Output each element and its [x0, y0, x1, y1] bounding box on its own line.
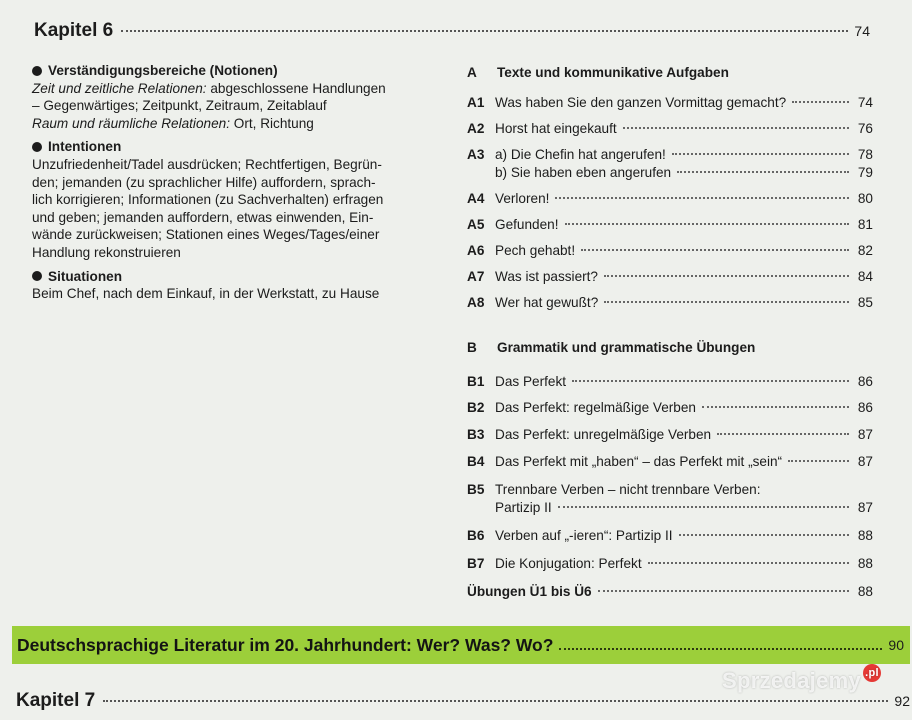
row-page: 81: [857, 217, 873, 232]
row-label: B3: [467, 427, 485, 442]
section-a-title: Texte und kommunikative Aufgaben: [497, 64, 729, 80]
section-notionen-heading: [32, 62, 450, 80]
row-page: 76: [857, 121, 873, 136]
leader-dots: [623, 127, 849, 129]
line-text: Ort, Richtung: [229, 115, 314, 131]
row-text: Was haben Sie den ganzen Vormittag gemacht?: [495, 95, 787, 110]
row-text: Horst hat eingekauft: [495, 121, 617, 136]
toc-row: [467, 584, 873, 599]
toc-row: [467, 121, 873, 136]
leader-dots: [604, 301, 849, 303]
toc-row: [467, 243, 873, 258]
row-label: B4: [467, 454, 485, 469]
notionen-line-1: [32, 80, 450, 98]
toc-row: [467, 482, 873, 497]
leader-dots: [679, 534, 849, 536]
row-page: 80: [857, 191, 873, 206]
banner-page: 90: [888, 637, 904, 653]
toc-row: [467, 374, 873, 389]
leader-dots: [559, 648, 882, 650]
leader-dots: [672, 153, 849, 155]
leader-dots: [792, 101, 849, 103]
row-page: 87: [857, 427, 873, 442]
intentionen-line: wände zurückweisen; Stationen eines Weges/Tages/einer: [32, 227, 380, 243]
toc-row: [467, 217, 873, 232]
line-text: abgeschlossene Handlungen: [206, 80, 386, 96]
row-page: 87: [857, 454, 873, 469]
row-page: 88: [857, 556, 873, 571]
bullet-icon: [32, 66, 42, 76]
watermark-text: Sprzedajemy: [722, 668, 862, 693]
section-intentionen-heading: [32, 138, 450, 156]
row-text: Wer hat gewußt?: [495, 295, 599, 310]
row-page: 82: [857, 243, 873, 258]
row-label: B5: [467, 482, 485, 497]
leader-dots: [581, 249, 849, 251]
leader-dots: [717, 433, 849, 435]
leader-dots: [702, 406, 849, 408]
toc-row: [467, 454, 873, 469]
chapter-6-page: 74: [854, 23, 870, 39]
leader-dots: [677, 171, 849, 173]
section-b-title: Grammatik und grammatische Übungen: [497, 339, 756, 355]
toc-row: [467, 427, 873, 442]
watermark-logo: [722, 668, 881, 694]
section-a-label: A: [467, 64, 477, 80]
italic-label: Raum und räumliche Relationen:: [32, 115, 230, 131]
intentionen-line: lich korrigieren; Informationen (zu Sachverhalten) erfragen: [32, 192, 384, 208]
leader-dots: [555, 197, 849, 199]
row-text: Trennbare Verben – nicht trennbare Verben:: [495, 482, 761, 497]
leader-dots: [103, 700, 888, 702]
toc-row: [467, 528, 873, 543]
toc-row: [467, 165, 873, 180]
row-text: Das Perfekt: regelmäßige Verben: [495, 400, 696, 415]
toc-row: [467, 147, 873, 162]
row-page: 86: [857, 374, 873, 389]
row-text: Das Perfekt: [495, 374, 567, 389]
row-page: 85: [857, 295, 873, 310]
row-text: a) Die Chefin hat angerufen!: [495, 147, 666, 162]
watermark-suffix: .pl: [863, 664, 881, 682]
chapter-6-title: Kapitel 6: [34, 20, 114, 41]
row-label: A2: [467, 121, 485, 136]
row-page: 88: [857, 584, 873, 599]
row-page: 74: [857, 95, 873, 110]
row-page: 87: [857, 500, 873, 515]
row-text: Verben auf „-ieren“: Partizip II: [495, 528, 673, 543]
toc-row: [467, 400, 873, 415]
banner-title: Deutschsprachige Literatur im 20. Jahrhundert: Wer? Was? Wo?: [17, 634, 554, 655]
toc-row: [467, 500, 873, 515]
intentionen-heading-text: Intentionen: [48, 139, 122, 155]
literature-banner: [12, 626, 910, 664]
toc-row: [467, 269, 873, 284]
row-label: A7: [467, 269, 485, 284]
bullet-icon: [32, 142, 42, 152]
intentionen-line: und geben; jemanden auffordern, etwas einwenden, Ein-: [32, 209, 374, 225]
row-page: 86: [857, 400, 873, 415]
row-text: Gefunden!: [495, 217, 559, 232]
row-text: Partizip II: [495, 500, 552, 515]
notionen-line-3: [32, 115, 450, 133]
leader-dots: [558, 506, 849, 508]
leader-dots: [788, 460, 849, 462]
toc-row: [467, 191, 873, 206]
situationen-heading-text: Situationen: [48, 268, 123, 284]
italic-label: Zeit und zeitliche Relationen:: [32, 80, 207, 96]
leader-dots: [648, 562, 849, 564]
toc-row: [467, 95, 873, 110]
row-label: B2: [467, 400, 485, 415]
row-text: Das Perfekt: unregelmäßige Verben: [495, 427, 712, 442]
intentionen-line: Handlung rekonstruieren: [32, 244, 181, 260]
notionen-line-2: – Gegenwärtiges; Zeitpunkt, Zeitraum, Zeitablauf: [32, 98, 327, 114]
row-text: Die Konjugation: Perfekt: [495, 556, 642, 571]
toc-row: [467, 556, 873, 571]
row-text: Verloren!: [495, 191, 550, 206]
leader-dots: [598, 590, 849, 592]
row-label: A5: [467, 217, 485, 232]
row-label: A4: [467, 191, 485, 206]
notionen-heading-text: Verständigungsbereiche (Notionen): [48, 63, 278, 78]
situationen-text: Beim Chef, nach dem Einkauf, in der Werkstatt, zu Hause: [32, 286, 380, 302]
row-label: A8: [467, 295, 485, 310]
row-text: b) Sie haben eben angerufen: [495, 165, 672, 180]
intentionen-line: den; jemanden (zu sprachlicher Hilfe) auffordern, sprach-: [32, 174, 376, 190]
chapter-7-page: 92: [894, 693, 910, 709]
intentionen-line: Unzufriedenheit/Tadel ausdrücken; Rechtfertigen, Begrün-: [32, 156, 382, 172]
section-b-heading: [467, 337, 755, 357]
row-text: Was ist passiert?: [495, 269, 598, 284]
chapter-6-heading: [34, 20, 870, 42]
row-text: Pech gehabt!: [495, 243, 576, 258]
section-situationen-heading: [32, 268, 450, 286]
leader-dots: [572, 380, 849, 382]
row-label: A1: [467, 95, 485, 110]
right-column: [467, 62, 873, 599]
chapter-7-title: Kapitel 7: [16, 690, 96, 711]
section-a-heading: [467, 62, 873, 82]
leader-dots: [565, 223, 850, 225]
section-b-label: B: [467, 339, 477, 355]
row-page: 78: [857, 147, 873, 162]
left-column: [32, 62, 450, 303]
leader-dots: [604, 275, 849, 277]
row-page: 79: [857, 165, 873, 180]
bullet-icon: [32, 271, 42, 281]
row-text: Übungen Ü1 bis Ü6: [467, 584, 592, 599]
row-label: A3: [467, 147, 485, 162]
row-text: Das Perfekt mit „haben“ – das Perfekt mit „sein“: [495, 454, 783, 469]
toc-row: [467, 295, 873, 310]
row-label: B7: [467, 556, 485, 571]
leader-dots: [121, 30, 848, 32]
row-label: B6: [467, 528, 485, 543]
row-page: 84: [857, 269, 873, 284]
row-label: B1: [467, 374, 485, 389]
row-label: A6: [467, 243, 485, 258]
row-page: 88: [857, 528, 873, 543]
